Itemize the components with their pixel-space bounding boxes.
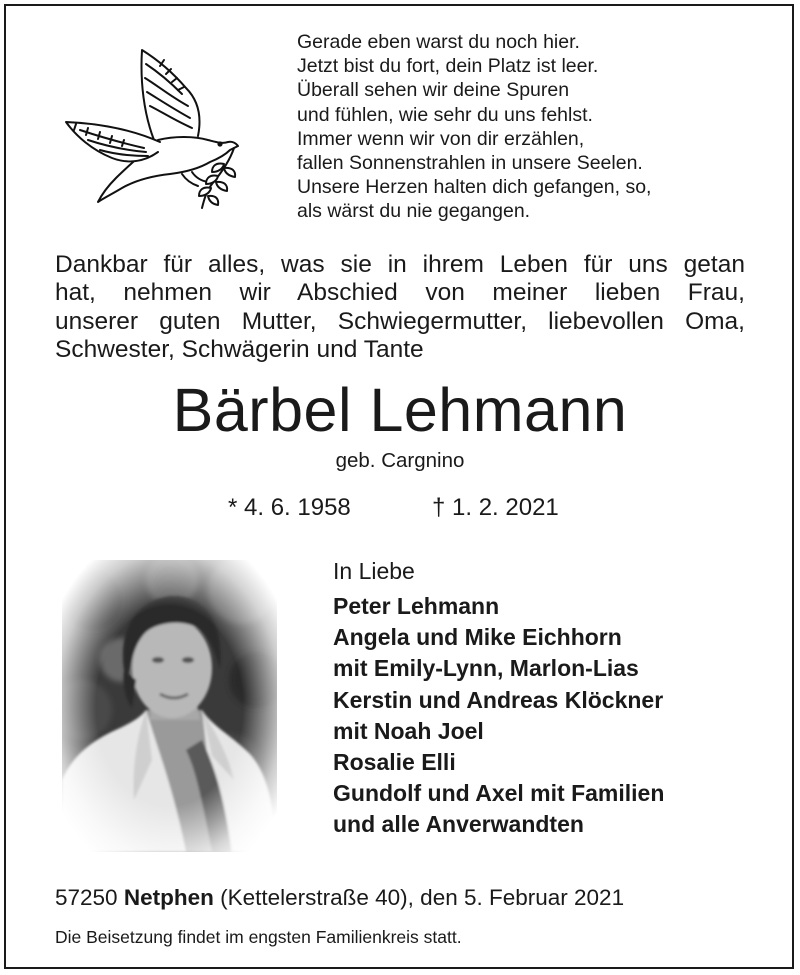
poem-line: als wärst du nie gegangen.: [297, 200, 531, 223]
mourner-line: Angela und Mike Eichhorn: [333, 624, 622, 651]
dove-icon: [62, 44, 242, 214]
address-city: Netphen: [123, 885, 214, 910]
maiden-name: [0, 448, 800, 474]
mourner-line: Peter Lehmann: [333, 593, 500, 619]
mourner-line: mit Noah Joel: [333, 717, 484, 744]
mourners-list: [333, 591, 763, 841]
memorial-poem: [297, 30, 767, 224]
intro-line: hat, nehmen wir Abschied von meiner lieben Frau,: [55, 279, 745, 307]
poem-line: und fühlen, wie sehr du uns fehlst.: [297, 103, 593, 126]
address-line: [55, 883, 624, 913]
mourner-line: Rosalie Elli: [333, 749, 456, 776]
mourners-heading: In Liebe: [333, 558, 415, 584]
death-date: † 1. 2. 2021: [432, 494, 559, 521]
mourner-line: und alle Anverwandten: [333, 811, 584, 838]
birth-date: * 4. 6. 1958: [228, 494, 351, 521]
address-street-date: (Kettelerstraße 40), den 5. Februar 2021: [220, 885, 625, 910]
intro-line: Dankbar für alles, was sie in ihrem Leben für uns getan: [55, 251, 745, 278]
poem-line: Jetzt bist du fort, dein Platz ist leer.: [297, 55, 599, 78]
portrait-photo: [62, 560, 277, 852]
poem-line: Überall sehen wir deine Spuren: [297, 79, 570, 102]
address-zip: 57250: [55, 885, 118, 910]
mourner-line: mit Emily-Lynn, Marlon-Lias: [333, 655, 639, 682]
poem-line: Immer wenn wir von dir erzählen,: [297, 127, 585, 150]
intro-line: Schwester, Schwägerin und Tante: [55, 336, 424, 364]
intro-line: unserer guten Mutter, Schwiegermutter, liebevollen Oma,: [55, 307, 745, 335]
poem-line: Unsere Herzen halten dich gefangen, so,: [297, 176, 652, 199]
deceased-name: Bärbel Lehmann: [172, 376, 628, 444]
mourner-line: Gundolf und Axel mit Familien: [333, 780, 665, 807]
intro-text: [55, 251, 745, 365]
poem-line: fallen Sonnenstrahlen in unsere Seelen.: [297, 152, 643, 175]
maiden-name-text: geb. Cargnino: [335, 449, 465, 472]
mourner-line: Kerstin und Andreas Klöckner: [333, 686, 664, 713]
funeral-note: Die Beisetzung findet im engsten Familienkreis statt.: [55, 927, 462, 947]
poem-line: Gerade eben warst du noch hier.: [297, 31, 580, 53]
